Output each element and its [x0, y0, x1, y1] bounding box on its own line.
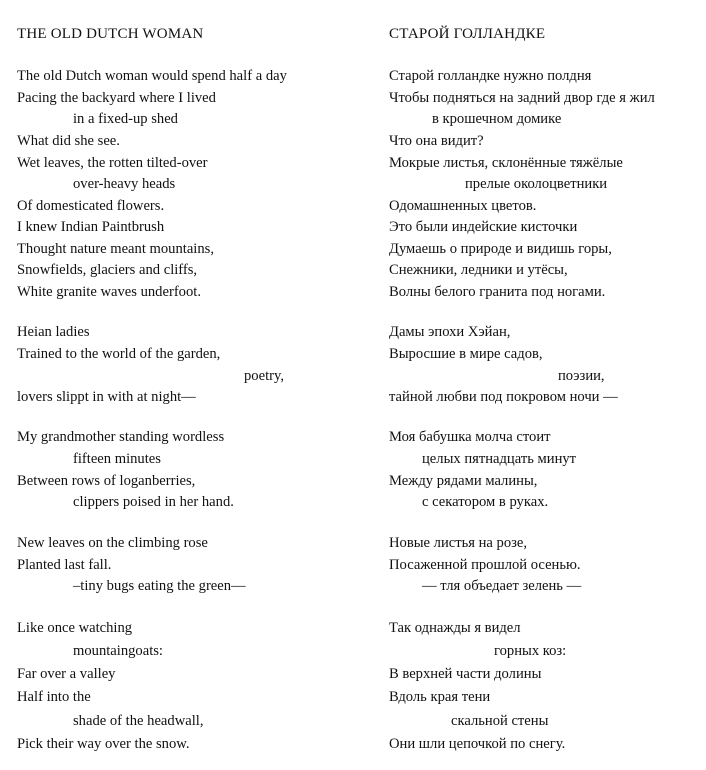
- russian-line: в крошечном домике: [432, 111, 562, 127]
- russian-line: Выросшие в мире садов,: [389, 346, 543, 362]
- russian-line: горных коз:: [494, 643, 567, 659]
- english-line: Half into the: [17, 689, 91, 705]
- english-line: White granite waves underfoot.: [17, 284, 201, 300]
- english-line: I knew Indian Paintbrush: [17, 219, 165, 235]
- russian-line: Старой голландке нужно полдня: [389, 68, 592, 84]
- english-line: lovers slippt in with at night—: [17, 389, 196, 405]
- english-line: Snowfields, glaciers and cliffs,: [17, 262, 198, 278]
- english-line: mountaingoats:: [73, 643, 163, 659]
- russian-line: Думаешь о природе и видишь горы,: [389, 241, 612, 257]
- english-line: fifteen minutes: [73, 451, 161, 467]
- russian-line: — тля объедает зелень —: [422, 578, 582, 594]
- english-line: poetry,: [244, 368, 284, 384]
- english-line: Far over a valley: [17, 666, 116, 682]
- english-line: Pacing the backyard where I lived: [17, 90, 216, 106]
- russian-line: целых пятнадцать минут: [422, 451, 577, 467]
- russian-line: Новые листья на розе,: [389, 535, 528, 551]
- russian-line: скальной стены: [451, 713, 549, 729]
- russian-line: Что она видит?: [389, 133, 484, 149]
- english-line: Pick their way over the snow.: [17, 736, 190, 752]
- english-line: Planted last fall.: [17, 557, 112, 573]
- russian-line: Это были индейские кисточки: [389, 219, 578, 235]
- russian-line: Снежники, ледники и утёсы,: [389, 262, 568, 278]
- russian-line: В верхней части долины: [389, 666, 542, 682]
- russian-line: Чтобы подняться на задний двор где я жил: [389, 90, 655, 106]
- english-title: THE OLD DUTCH WOMAN: [17, 26, 204, 42]
- english-line: My grandmother standing wordless: [17, 429, 225, 445]
- english-line: Like once watching: [17, 620, 133, 636]
- russian-line: тайной любви под покровом ночи —: [389, 389, 618, 405]
- russian-title: СТАРОЙ ГОЛЛАНДКЕ: [389, 26, 546, 42]
- russian-line: прелые околоцветники: [465, 176, 608, 192]
- english-line: The old Dutch woman would spend half a day: [17, 68, 287, 84]
- russian-line: с секатором в руках.: [422, 494, 549, 510]
- english-line: –tiny bugs eating the green—: [73, 578, 246, 594]
- english-line: shade of the headwall,: [73, 713, 204, 729]
- english-line: Wet leaves, the rotten tilted-over: [17, 155, 208, 171]
- russian-line: Между рядами малины,: [389, 473, 538, 489]
- english-line: Thought nature meant mountains,: [17, 241, 214, 257]
- russian-line: Они шли цепочкой по снегу.: [389, 736, 566, 752]
- russian-line: Моя бабушка молча стоит: [389, 429, 551, 445]
- english-line: in a fixed-up shed: [73, 111, 178, 127]
- english-line: Of domesticated flowers.: [17, 198, 165, 214]
- russian-line: Так однажды я видел: [389, 620, 521, 636]
- english-line: Heian ladies: [17, 324, 90, 340]
- english-line: Trained to the world of the garden,: [17, 346, 221, 362]
- english-line: What did she see.: [17, 133, 120, 149]
- english-line: clippers poised in her hand.: [73, 494, 234, 510]
- russian-line: Посаженной прошлой осенью.: [389, 557, 581, 573]
- russian-line: Вдоль края тени: [389, 689, 491, 705]
- english-line: Between rows of loganberries,: [17, 473, 196, 489]
- russian-line: Одомашненных цветов.: [389, 198, 537, 214]
- russian-line: Мокрые листья, склонённые тяжёлые: [389, 155, 623, 171]
- russian-line: Дамы эпохи Хэйан,: [389, 324, 511, 340]
- russian-line: Волны белого гранита под ногами.: [389, 284, 606, 300]
- english-line: over-heavy heads: [73, 176, 176, 192]
- english-line: New leaves on the climbing rose: [17, 535, 208, 551]
- russian-line: поэзии,: [558, 368, 605, 384]
